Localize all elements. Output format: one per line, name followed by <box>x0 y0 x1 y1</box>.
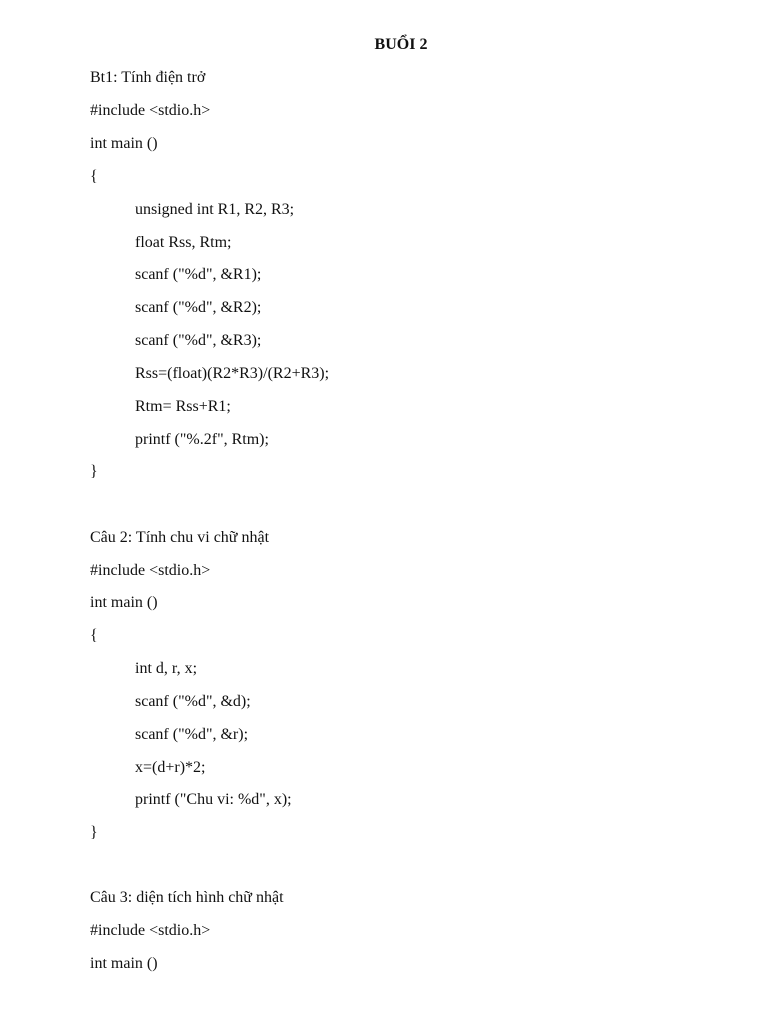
code-line: #include <stdio.h> <box>90 102 211 119</box>
code-line: scanf ("%d", &d); <box>135 693 251 710</box>
code-line: printf ("%.2f", Rtm); <box>135 431 269 448</box>
code-line: { <box>90 168 98 185</box>
code-line: float Rss, Rtm; <box>135 234 232 251</box>
code-line: #include <stdio.h> <box>90 562 211 579</box>
code-line: x=(d+r)*2; <box>135 759 206 776</box>
code-line: Rtm= Rss+R1; <box>135 398 231 415</box>
code-line: } <box>90 824 98 841</box>
code-line: int main () <box>90 955 158 972</box>
code-line: int main () <box>90 594 158 611</box>
section-heading: Câu 2: Tính chu vi chữ nhật <box>90 529 270 546</box>
code-line: int main () <box>90 135 158 152</box>
section-heading: Bt1: Tính điện trở <box>90 69 206 86</box>
page-title: BUỔI 2 <box>374 36 428 53</box>
code-line: scanf ("%d", &R3); <box>135 332 262 349</box>
section-heading: Câu 3: diện tích hình chữ nhật <box>90 889 284 906</box>
code-line: unsigned int R1, R2, R3; <box>135 201 295 218</box>
code-line: { <box>90 627 98 644</box>
code-line: int d, r, x; <box>135 660 198 677</box>
code-line: Rss=(float)(R2*R3)/(R2+R3); <box>135 365 330 382</box>
code-line: } <box>90 463 98 480</box>
code-line: #include <stdio.h> <box>90 922 211 939</box>
code-line: scanf ("%d", &R2); <box>135 299 262 316</box>
code-line: printf ("Chu vi: %d", x); <box>135 791 292 808</box>
code-line: scanf ("%d", &r); <box>135 726 249 743</box>
code-line: scanf ("%d", &R1); <box>135 266 262 283</box>
